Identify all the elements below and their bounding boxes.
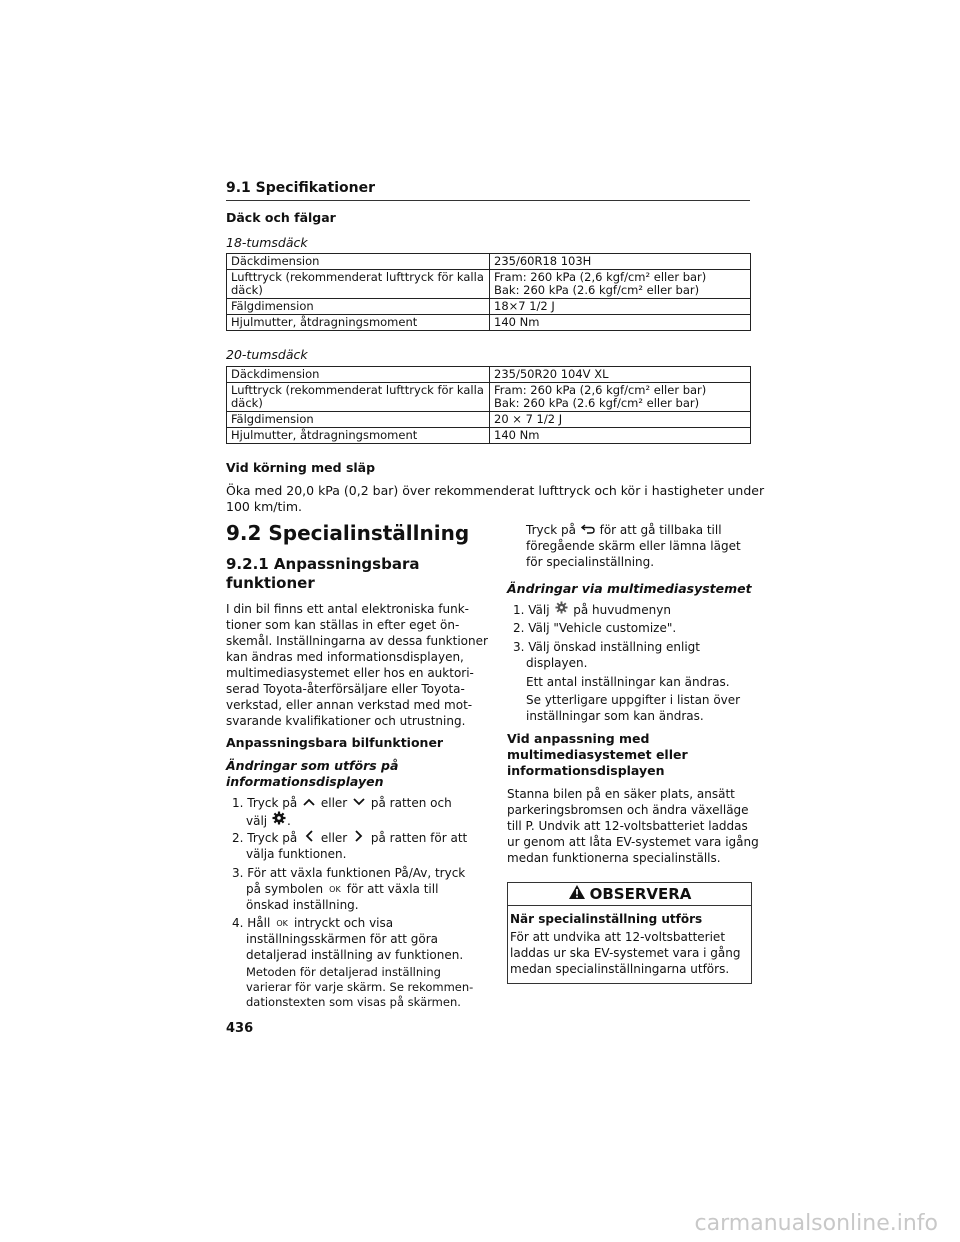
text: på huvudmenyn [573,603,671,617]
mm-step-1 [513,601,671,618]
table-cell: Hjulmutter, åtdragningsmoment [227,428,490,444]
subsection-title-line1: 9.2.1 Anpassningsbara [226,555,420,573]
subsection-title-line2: funktioner [226,574,315,592]
notice-text [510,929,749,977]
text-line: För att undvika att 12-voltsbatteriet [510,930,726,944]
step-4 [232,915,393,932]
table-cell: Däckdimension [227,254,490,270]
text: på ratten för att [370,831,468,845]
text: . [286,814,291,828]
text: Tryck på [526,523,576,537]
text: 1. Tryck på [232,796,298,810]
text: 1. Välj [513,603,550,617]
text-line: Stanna bilen på en säker plats, ansätt [507,787,735,801]
text-line: ur genom att låta EV-systemet vara igång [507,835,759,849]
notice-header [508,883,751,906]
section-header: 9.1 Specifikationer [226,180,750,201]
text: intryckt och visa [293,916,394,930]
table-cell: Fram: 260 kPa (2,6 kgf/cm² eller bar) Bak: 260 kPa (2.6 kgf/cm² eller bar) [490,270,751,299]
table-cell: 235/50R20 104V XL [490,367,751,383]
text: på symbolen [246,882,324,896]
text: eller [320,831,348,845]
table-row [227,270,751,299]
tire20-title: 20-tumsdäck [226,347,308,362]
features-heading: Anpassningsbara bilfunktioner [226,735,444,750]
table-row [227,412,751,428]
step-2-cont: välja funktionen. [246,847,347,861]
tires-heading: Däck och fälgar [226,210,336,225]
step-3-cont [246,881,438,898]
mm-note-2: Se ytterligare uppgifter i listan över [526,693,741,707]
chevron-up-icon [301,795,317,811]
text-line: medan funktionerna specialinställs. [507,851,721,865]
text: för att växla till [346,882,439,896]
text-line: multimediasystemet eller hos en auktori- [226,666,474,680]
chevron-left-icon [301,830,317,846]
table-cell: Hjulmutter, åtdragningsmoment [227,315,490,331]
table-cell: 18×7 1/2 J [490,299,751,315]
text-line: varierar för varje skärm. Se rekommen- [246,980,474,994]
intro-paragraph [226,601,488,729]
text: eller [320,796,348,810]
table-cell: Fälgdimension [227,412,490,428]
watermark: carmanualsonline.info [694,1211,938,1236]
text-line: tioner som kan ställas in efter eget ön- [226,618,460,632]
text-line: medan specialinställningarna utförs. [510,962,730,976]
back-instruction [526,522,722,538]
text: på ratten och [370,796,452,810]
notice-title: OBSERVERA [589,885,692,903]
table-cell: Fälgdimension [227,299,490,315]
table-cell: 235/60R18 103H [490,254,751,270]
table-row [227,299,751,315]
table-cell: 140 Nm [490,315,751,331]
text-line: svarande kvalifikationer och utrustning. [226,714,466,728]
text: 4. Håll [232,916,271,930]
text-line: laddas ur ska EV-systemet vara i gång [510,946,741,960]
table-cell: Lufttryck (rekommenderat lufttryck för kalla däck) [227,270,490,299]
tire18-title: 18-tumsdäck [226,235,308,250]
step-4-cont: inställningsskärmen för att göra [246,932,439,946]
mm-step-3: 3. Välj önskad inställning enligt [513,640,700,654]
table-row [227,254,751,270]
text-line: multimediasystemet eller [507,747,688,762]
text-line: Metoden för detaljerad inställning [246,965,441,979]
step-1 [232,795,452,811]
table-cell: Fram: 260 kPa (2,6 kgf/cm² eller bar) Bak: 260 kPa (2.6 kgf/cm² eller bar) [490,383,751,412]
mm-step-2: 2. Välj "Vehicle customize". [513,621,677,635]
text-line: parkeringsbromsen och ändra växelläge [507,803,749,817]
info-heading-2: informationsdisplayen [226,774,384,789]
text-line: verkstad, eller annan verkstad med mot- [226,698,473,712]
notice-box [507,882,752,984]
step-1-cont [246,811,291,829]
step-3: 3. För att växla funktionen På/Av, tryck [232,866,466,880]
text-line: Vid anpassning med [507,731,650,746]
table-cell: 20 × 7 1/2 J [490,412,751,428]
text-line: I din bil finns ett antal elektroniska funk- [226,602,470,616]
mm-note-2-cont: inställningar som kan ändras. [526,709,704,723]
back-instruction-cont-2: för specialinställning. [526,555,655,569]
text: 2. Tryck på [232,831,298,845]
table-row [227,367,751,383]
chevron-down-icon [351,795,367,811]
table-cell: Däckdimension [227,367,490,383]
step-2 [232,830,467,846]
chevron-right-icon [351,830,367,846]
text: för att gå tillbaka till [599,523,722,537]
text: välj [246,814,268,828]
ok-icon: OK [329,884,341,894]
towing-text-1: Öka med 20,0 kPa (0,2 bar) över rekommenderat lufttryck och kör i hastigheter under [226,483,765,498]
back-arrow-icon [580,522,596,538]
tire18-table [226,253,751,331]
adjust-heading [507,731,688,779]
text-line: informationsdisplayen [507,763,665,778]
warning-icon [568,884,586,904]
mm-step-3-cont: displayen. [526,656,588,670]
mm-note-1: Ett antal inställningar kan ändras. [526,675,730,689]
text-line: skemål. Inställningarna av dessa funktioner [226,634,488,648]
back-instruction-cont: föregående skärm eller lämna läget [526,539,741,553]
table-row [227,315,751,331]
text-line: dationstexten som visas på skärmen. [246,995,461,1009]
adjust-text [507,786,759,866]
text-line: kan ändras med informationsdisplayen, [226,650,464,664]
step-3-cont-2: önskad inställning. [246,898,359,912]
info-heading-1: Ändringar som utförs på [226,758,399,773]
tire20-table [226,366,751,444]
multimedia-heading: Ändringar via multimediasystemet [507,581,752,596]
page-number: 436 [226,1021,254,1036]
table-cell: 140 Nm [490,428,751,444]
towing-text-2: 100 km/tim. [226,499,302,514]
table-row [227,383,751,412]
section-title-9-2: 9.2 Specialinställning [226,521,470,545]
notice-heading: När specialinställning utförs [510,912,703,926]
text-line: till P. Undvik att 12-voltsbatteriet laddas [507,819,748,833]
table-cell: Lufttryck (rekommenderat lufttryck för kalla däck) [227,383,490,412]
table-row [227,428,751,444]
ok-icon: OK [276,918,288,928]
step-4-note [246,965,473,1010]
step-4-cont-2: detaljerad inställning av funktionen. [246,948,464,962]
text-line: serad Toyota-återförsäljare eller Toyota- [226,682,465,696]
gear-icon [271,811,287,829]
gear-icon [553,601,569,618]
towing-heading: Vid körning med släp [226,460,376,475]
